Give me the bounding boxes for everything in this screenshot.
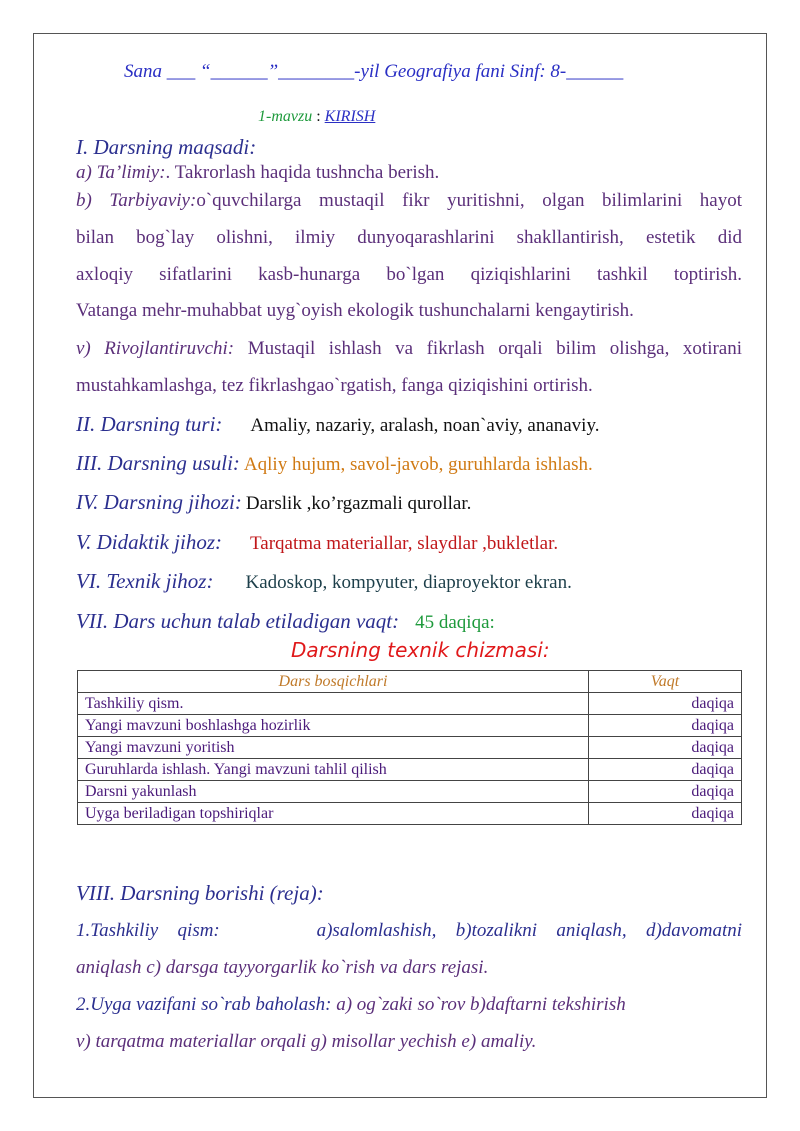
stage-cell: Guruhlarda ishlash. Yangi mavzuni tahlil qilish bbox=[78, 759, 589, 781]
date-line: Sana ___ “______”________-yil Geografiya fani Sinf: 8-______ bbox=[124, 61, 624, 82]
goal-a bbox=[76, 162, 439, 184]
plan-2-text-1: a) og`zaki so`rov b)daftarni tekshirish bbox=[331, 994, 626, 1015]
tech-map-title: Darsning texnik chizmasi: bbox=[291, 638, 550, 662]
section-technical bbox=[76, 569, 572, 594]
goal-b-line-4: Vatanga mehr-muhabbat uyg`oyish ekologik tushunchalarni kengaytirish. bbox=[76, 300, 634, 321]
plan-1-text-1: a)salomlashish, b)tozalikni aniqlash, d)davomatni bbox=[316, 920, 743, 941]
section-didactic bbox=[76, 530, 558, 555]
goal-a-text: . Takrorlash haqida tushncha berish. bbox=[165, 162, 440, 183]
section-didactic-label: V. Didaktik jihoz: bbox=[76, 530, 223, 554]
stage-cell: Yangi mavzuni yoritish bbox=[78, 737, 589, 759]
goals-heading: I. Darsning maqsadi: bbox=[76, 135, 257, 159]
topic-line bbox=[258, 108, 375, 126]
section-time-label: VII. Dars uchun talab etiladigan vaqt: bbox=[76, 609, 400, 633]
goal-b-line-1 bbox=[76, 190, 742, 212]
time-cell: daqiqa bbox=[589, 759, 742, 781]
section-type-value: Amaliy, nazariy, aralash, noan`aviy, ananaviy. bbox=[250, 415, 600, 436]
stage-cell: Tashkiliy qism. bbox=[78, 693, 589, 715]
tech-map-table bbox=[77, 670, 742, 825]
goal-b-line-3: axloqiy sifatlarini kasb-hunarga bo`lgan qiziqishlarini tashkil toptirish. bbox=[76, 264, 742, 285]
plan-1-line-2: aniqlash c) darsga tayyorgarlik ko`rish va dars rejasi. bbox=[76, 957, 489, 978]
col-time-header: Vaqt bbox=[589, 671, 742, 693]
section-technical-label: VI. Texnik jihoz: bbox=[76, 569, 214, 593]
goal-b-label: b) Tarbiyaviy: bbox=[76, 190, 197, 211]
table-row bbox=[78, 737, 742, 759]
time-cell: daqiqa bbox=[589, 737, 742, 759]
section-technical-value: Kadoskop, kompyuter, diaproyektor ekran. bbox=[245, 572, 572, 593]
time-cell: daqiqa bbox=[589, 803, 742, 825]
section-equipment-label: IV. Darsning jihozi: bbox=[76, 490, 242, 514]
section-time bbox=[76, 609, 495, 634]
section-type-label: II. Darsning turi: bbox=[76, 412, 223, 436]
time-cell: daqiqa bbox=[589, 693, 742, 715]
section-time-value: 45 daqiqa: bbox=[415, 612, 495, 633]
table-row bbox=[78, 759, 742, 781]
section-method bbox=[76, 451, 593, 476]
time-cell: daqiqa bbox=[589, 781, 742, 803]
section-equipment bbox=[76, 490, 471, 515]
goal-b-line-2: bilan bog`lay olishni, ilmiy dunyoqarashlarini shakllantirish, estetik did bbox=[76, 227, 742, 248]
section-method-label: III. Darsning usuli: bbox=[76, 451, 240, 475]
table-row bbox=[78, 715, 742, 737]
section-equipment-value: Darslik ,ko’rgazmali qurollar. bbox=[245, 493, 472, 514]
stage-cell: Yangi mavzuni boshlashga hozirlik bbox=[78, 715, 589, 737]
goal-v-label: v) Rivojlantiruvchi: bbox=[76, 338, 235, 359]
table-row bbox=[78, 803, 742, 825]
plan-heading: VIII. Darsning borishi (reja): bbox=[76, 881, 324, 905]
plan-1-label: 1.Tashkiliy qism: bbox=[76, 920, 220, 941]
topic-title: KIRISH bbox=[324, 108, 376, 125]
goal-v-line-1 bbox=[76, 338, 742, 360]
plan-2-line-2: v) tarqatma materiallar orqali g) misollar yechish e) amaliy. bbox=[76, 1031, 537, 1052]
section-didactic-value: Tarqatma materiallar, slaydlar ,bukletlar. bbox=[250, 533, 559, 554]
goal-v-text-1: Mustaqil ishlash va fikrlash orqali bilim olishga, xotirani bbox=[247, 338, 743, 359]
topic-number: 1-mavzu bbox=[258, 108, 313, 125]
col-stage-header: Dars bosqichlari bbox=[78, 671, 589, 693]
goal-a-label: a) Ta’limiy: bbox=[76, 162, 166, 183]
time-cell: daqiqa bbox=[589, 715, 742, 737]
plan-1-line-1 bbox=[76, 920, 742, 942]
goal-v-line-2: mustahkamlashga, tez fikrlashgao`rgatish, fanga qiziqishini ortirish. bbox=[76, 375, 593, 396]
section-type bbox=[76, 412, 599, 437]
goal-b-text-1: o`quvchilarga mustaqil fikr yuritishni, olgan bilimlarini hayot bbox=[196, 190, 743, 211]
table-header-row bbox=[78, 671, 742, 693]
table-row bbox=[78, 781, 742, 803]
plan-2-label: 2.Uyga vazifani so`rab baholash: bbox=[76, 994, 332, 1015]
topic-sep: : bbox=[312, 108, 325, 125]
plan-2-line-1 bbox=[76, 994, 626, 1016]
table-row bbox=[78, 693, 742, 715]
stage-cell: Uyga beriladigan topshiriqlar bbox=[78, 803, 589, 825]
stage-cell: Darsni yakunlash bbox=[78, 781, 589, 803]
section-method-value: Aqliy hujum, savol-javob, guruhlarda ishlash. bbox=[243, 454, 593, 475]
